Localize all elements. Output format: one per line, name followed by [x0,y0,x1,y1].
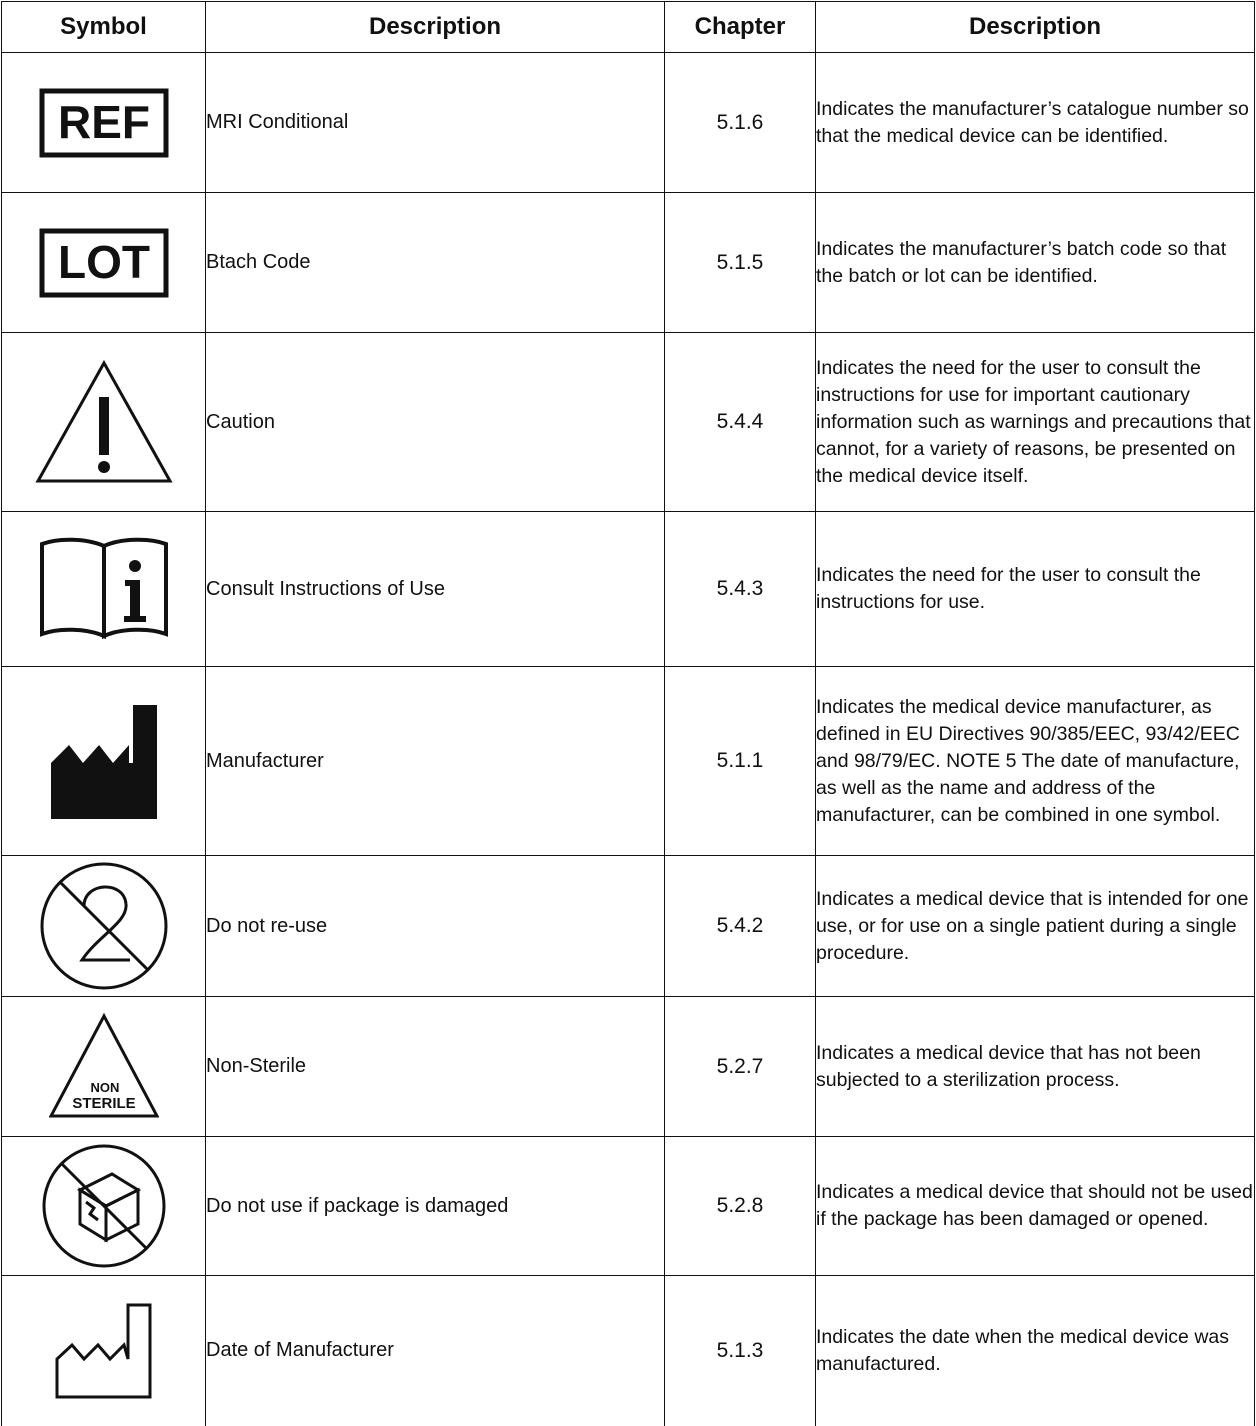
symbol-cell [2,512,206,667]
symbol-cell [2,856,206,997]
table-row [2,667,1255,856]
lot-icon-text: LOT [57,235,150,288]
detail-cell: Indicates the need for the user to consult the instructions for use for important cautionary information such as warnings and precautions that cannot, for a variety of reasons, be presented on the medical device itself. [816,333,1255,512]
non-sterile-text-top: NON [90,1079,119,1095]
detail-cell: Indicates the manufacturer’s batch code so that the batch or lot can be identified. [816,193,1255,333]
description-cell: Do not use if package is damaged [206,1137,665,1276]
instructions-book-info-icon [36,536,172,642]
chapter-cell: 5.1.3 [665,1276,816,1426]
table-row [2,333,1255,512]
table-row [2,193,1255,333]
ref-catalogue-number-icon [39,88,169,158]
symbol-cell [2,333,206,512]
header-chapter: Chapter [665,2,816,53]
chapter-cell: 5.4.2 [665,856,816,997]
description-cell: Btach Code [206,193,665,333]
caution-warning-triangle-icon [34,357,174,487]
detail-cell: Indicates the medical device manufacturer, as defined in EU Directives 90/385/EEC, 93/42/EEC and 98/79/EC. NOTE 5 The date of manufacture, as well as the name and address of the manufacturer, can be combined in one symbol. [816,667,1255,856]
non-sterile-triangle-icon [49,1012,159,1122]
symbols-table [1,1,1255,1426]
symbol-cell [2,1276,206,1426]
manufacturer-factory-filled-icon [49,701,159,821]
symbol-cell [2,193,206,333]
detail-cell: Indicates a medical device that should not be used if the package has been damaged or opened. [816,1137,1255,1276]
detail-cell: Indicates the need for the user to consult the instructions for use. [816,512,1255,667]
table-row [2,1276,1255,1426]
table-row [2,53,1255,193]
table-header-row [2,2,1255,53]
description-cell: Manufacturer [206,667,665,856]
description-cell: Consult Instructions of Use [206,512,665,667]
table-row [2,856,1255,997]
symbol-cell [2,1137,206,1276]
detail-cell: Indicates a medical device that has not been subjected to a sterilization process. [816,997,1255,1137]
description-cell: MRI Conditional [206,53,665,193]
detail-cell: Indicates the manufacturer’s catalogue number so that the medical device can be identified. [816,53,1255,193]
description-cell: Do not re-use [206,856,665,997]
detail-cell: Indicates the date when the medical device was manufactured. [816,1276,1255,1426]
header-description-detail: Description [816,2,1255,53]
chapter-cell: 5.4.4 [665,333,816,512]
chapter-cell: 5.2.7 [665,997,816,1137]
chapter-cell: 5.2.8 [665,1137,816,1276]
lot-batch-code-icon [39,228,169,298]
symbol-cell [2,667,206,856]
chapter-cell: 5.4.3 [665,512,816,667]
header-description: Description [206,2,665,53]
symbol-cell [2,53,206,193]
chapter-cell: 5.1.1 [665,667,816,856]
chapter-cell: 5.1.5 [665,193,816,333]
date-of-manufacture-factory-outline-icon [54,1301,154,1401]
do-not-reuse-crossed-2-icon [38,860,170,992]
description-cell: Date of Manufacturer [206,1276,665,1426]
non-sterile-text-bottom: STERILE [71,1094,136,1112]
description-cell: Caution [206,333,665,512]
damaged-package-prohibited-icon [40,1142,168,1270]
detail-cell: Indicates a medical device that is intended for one use, or for use on a single patient during a single procedure. [816,856,1255,997]
header-symbol: Symbol [2,2,206,53]
table-row [2,512,1255,667]
symbol-cell [2,997,206,1137]
table-row [2,997,1255,1137]
chapter-cell: 5.1.6 [665,53,816,193]
table-row [2,1137,1255,1276]
description-cell: Non-Sterile [206,997,665,1137]
ref-icon-text: REF [57,95,150,148]
